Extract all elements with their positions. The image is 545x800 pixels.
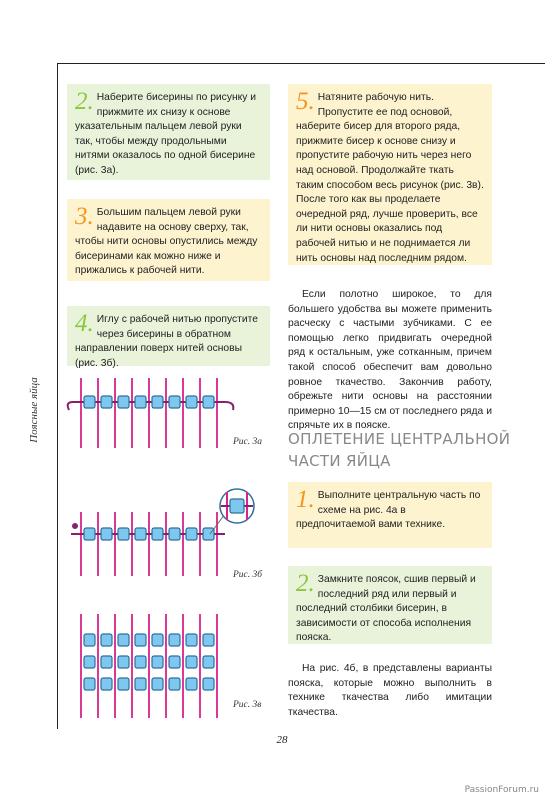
page-number: 28 bbox=[276, 734, 288, 746]
step-4-number: 4. bbox=[75, 310, 94, 337]
step-5-box bbox=[288, 84, 492, 265]
step-4-box bbox=[67, 306, 270, 369]
step-5-number: 5. bbox=[296, 88, 315, 115]
watermark: PassionForum.ru bbox=[464, 785, 539, 795]
central-step-2-number: 2. bbox=[296, 570, 315, 597]
central-step-1-box bbox=[288, 482, 492, 548]
step-2-box bbox=[67, 84, 270, 180]
figure-3c-diagram bbox=[65, 612, 240, 720]
step-5-text: Натяните рабочую нить. Пропустите ее под основой, наберите бисер для второго ряда, прижмите бисер к основе снизу и пропустите рабочую нить через него над основой. Продолжайте ткать таким способом весь рисунок (рис. 3в). После того как вы проделаете очередной ряд, лучше проверить, все ли нити основы оказались под рабочей нитью и не поднимается ли нить основы над последним рядом. bbox=[296, 92, 484, 264]
sidebar-title: Поясные яйца bbox=[27, 377, 40, 443]
step-3-number: 3. bbox=[75, 203, 94, 230]
caption-fig-3b: Рис. 3б bbox=[233, 570, 263, 580]
central-step-1-number: 1. bbox=[296, 486, 315, 513]
frame-left-rule bbox=[57, 63, 58, 729]
figure-3b-diagram bbox=[65, 484, 263, 580]
caption-fig-3a: Рис. 3а bbox=[233, 437, 263, 447]
section-heading: ОПЛЕТЕНИЕ ЦЕНТРАЛЬНОЙ ЧАСТИ ЯЙЦА bbox=[288, 430, 511, 470]
central-step-1-text: Выполните центральную часть по схеме на рис. 4а в предпочитаемой вами технике. bbox=[296, 490, 481, 531]
paragraph-variants: На рис. 4б, в представлены варианты пояска, которые можно выполнить в технике ткачества либо имитации ткачества. bbox=[288, 663, 492, 718]
step-3-text: Большим пальцем левой руки надавите на основу сверху, так, чтобы нити основы опустились между бисеринами как можно ниже и прижались к рабочей нити. bbox=[75, 207, 258, 277]
caption-fig-3c: Рис. 3в bbox=[233, 700, 262, 710]
step-3-box bbox=[67, 199, 270, 281]
step-4-text: Иглу с рабочей нитью пропустите через бисерины в обратном направлении поверх нитей основы (рис. 3б). bbox=[75, 314, 258, 369]
step-2-number: 2. bbox=[75, 88, 94, 115]
central-step-2-text: Замкните поясок, сшив первый и последний ряд или первый и последний столбики бисерин, в зависимости от способа исполнения пояска. bbox=[296, 574, 476, 644]
paragraph-comb-tip: Если полотно широкое, то для большего удобства вы можете применить расческу с частыми зубчиками. С ее помощью легко придвигать очередной ряд к остальным, уже сотканным, причем такой способ обеспечит вам довольно ровное ткачество. Закончив работу, обрежьте нити основы на расстоянии примерно 10—15 см от последнего ряда и спрячьте их в пояске. bbox=[288, 289, 492, 432]
step-2-text: Наберите бисерины по рисунку и прижмите их снизу к основе указательным пальцем левой руки так, чтобы между продольными нитями оказалось по одной бисерине (рис. 3а). bbox=[75, 92, 257, 176]
frame-top-rule bbox=[57, 63, 545, 64]
central-step-2-box bbox=[288, 566, 492, 644]
figure-3a-diagram bbox=[65, 376, 240, 456]
